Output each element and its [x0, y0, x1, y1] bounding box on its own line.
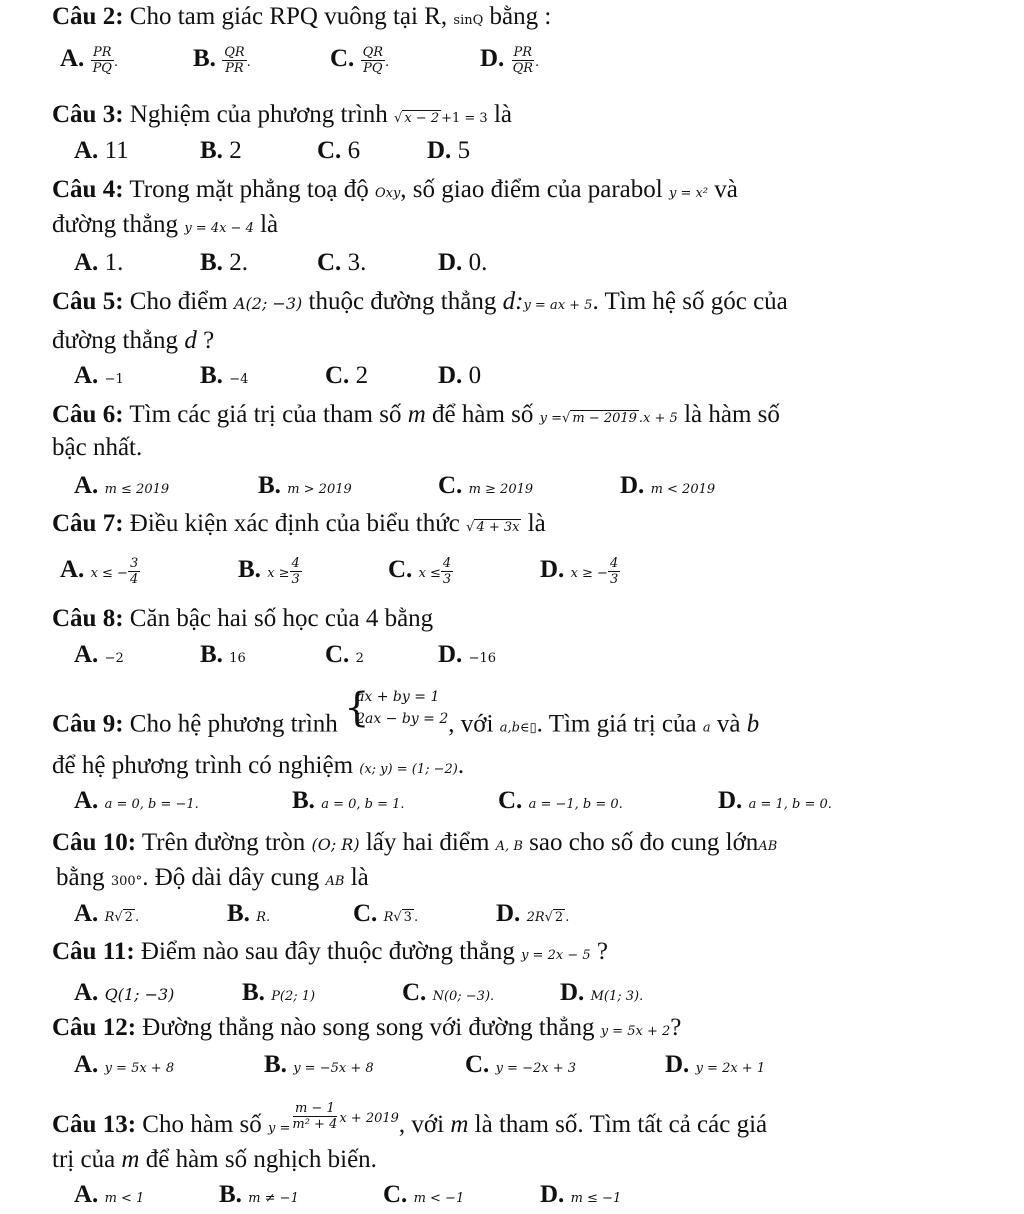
option-a[interactable]: A. m < 1: [74, 1181, 145, 1208]
option-d[interactable]: D. M(1; 3).: [560, 979, 644, 1006]
option-c[interactable]: C. 6: [317, 137, 361, 164]
option-c[interactable]: C. m < −1: [383, 1181, 465, 1208]
question-13-line-2: trị của m để hàm số nghịch biến.: [52, 1146, 377, 1173]
question-5-line-2: đường thẳng d ?: [52, 327, 215, 354]
option-b[interactable]: B. y = −5x + 8: [264, 1051, 374, 1078]
question-9: Câu 9: Cho hệ phương trình { ax + by = 1 2ax − by = 2, với a,b∈▯. Tìm giá trị của a và b: [52, 685, 760, 738]
option-b[interactable]: B. 2: [200, 137, 242, 164]
option-a[interactable]: A. −2: [74, 641, 124, 668]
option-c[interactable]: C. m ≥ 2019: [438, 472, 534, 499]
option-d[interactable]: D. y = 2x + 1: [665, 1051, 766, 1078]
option-c[interactable]: C. x ≤ $\frac{4}{3}$: [388, 555, 452, 587]
option-a[interactable]: A. a = 0, b = −1.: [74, 787, 199, 814]
option-c[interactable]: C. y = −2x + 3: [465, 1051, 576, 1078]
question-11: Câu 11: Điểm nào sau đây thuộc đường thẳng y = 2x − 5 ?: [52, 938, 608, 965]
option-c[interactable]: C. a = −1, b = 0.: [498, 787, 623, 814]
fraction: $\frac{QR}{PQ}$: [362, 44, 384, 76]
question-13: Câu 13: Cho hàm số y = $\frac{m - 1}{\text{m² + 4}}$ $^{x + 2019}$, với m là tham số. Tìm tất cả các giá: [52, 1100, 768, 1138]
option-b[interactable]: B. a = 0, b = 1.: [292, 787, 405, 814]
question-label: Câu 4:: [52, 176, 124, 203]
option-d[interactable]: D. 0: [438, 362, 482, 389]
question-7: Câu 7: Điều kiện xác định của biểu thức √ 4 + 3x là: [52, 510, 546, 537]
option-a[interactable]: A. x ≤ − $\frac{3}{4}$: [60, 555, 139, 587]
question-4-line-2: đường thẳng y = 4x − 4 là: [52, 211, 279, 238]
question-label: Câu 3:: [52, 101, 124, 128]
option-d[interactable]: D. $\frac{PR}{QR}$ .: [480, 44, 540, 76]
option-d[interactable]: D. 2R√ 2 .: [496, 900, 570, 927]
option-d[interactable]: D. 0.: [438, 249, 488, 276]
option-a[interactable]: A. y = 5x + 8: [74, 1051, 175, 1078]
option-a[interactable]: A. Q(1; −3): [74, 979, 175, 1006]
option-c[interactable]: C. 3.: [317, 249, 367, 276]
question-2: [52, 2, 551, 36]
fraction: $\frac{PR}{PQ}$: [92, 44, 112, 76]
radicand: x − 2: [404, 110, 440, 126]
math-expr: sinQ: [453, 13, 484, 28]
option-c[interactable]: C. 2: [325, 362, 369, 389]
option-a[interactable]: A. R√ 2 .: [74, 900, 140, 927]
option-d[interactable]: D. m ≤ −1: [540, 1181, 622, 1208]
option-a[interactable]: A. $\frac{PR}{PQ}$ .: [60, 44, 119, 76]
option-b[interactable]: B. x ≥ $\frac{4}{3}$: [238, 555, 300, 587]
question-6: Câu 6: Tìm các giá trị của tham số m để hàm số y =√ m − 2019 .x + 5 là hàm số: [52, 401, 780, 428]
fraction: $\frac{PR}{QR}$: [512, 44, 534, 76]
option-c[interactable]: C. 2: [325, 641, 364, 668]
option-b[interactable]: B. 16: [200, 641, 246, 668]
question-text: Cho tam giác RPQ vuông tại R,: [129, 3, 448, 30]
question-4: Câu 4: Trong mặt phẳng toạ độ Oxy, số giao điểm của parabol y = x² và: [52, 176, 738, 203]
question-3: Câu 3: Nghiệm của phương trình √ x − 2 +1 = 3 là: [52, 101, 512, 128]
option-a[interactable]: A. −1: [74, 362, 124, 389]
question-8: Câu 8: Căn bậc hai số học của 4 bằng: [52, 605, 434, 632]
question-5: Câu 5: Cho điểm A(2; −3) thuộc đường thẳng d:y = ax + 5. Tìm hệ số góc của: [52, 288, 788, 315]
question-9-line-2: để hệ phương trình có nghiệm (x; y) = (1; −2).: [52, 752, 465, 779]
option-c[interactable]: C. $\frac{QR}{PQ}$ .: [330, 44, 390, 76]
option-d[interactable]: D. −16: [438, 641, 496, 668]
option-d[interactable]: D. 5: [427, 137, 471, 164]
option-d[interactable]: D. x ≥ − $\frac{4}{3}$: [540, 555, 619, 587]
option-b[interactable]: B. m > 2019: [258, 472, 352, 499]
option-b[interactable]: B. $\frac{QR}{PR}$ .: [193, 44, 251, 76]
question-6-line-2: bậc nhất.: [52, 434, 143, 461]
option-b[interactable]: B. R.: [227, 900, 271, 927]
equation-system: { ax + by = 1 2ax − by = 2: [344, 685, 449, 731]
option-a[interactable]: A. 1.: [74, 249, 124, 276]
question-label: Câu 2:: [52, 3, 124, 30]
option-a[interactable]: A. 11: [74, 137, 129, 164]
option-c[interactable]: C. R√ 3 .: [353, 900, 419, 927]
option-d[interactable]: D. a = 1, b = 0.: [718, 787, 832, 814]
question-text: là: [493, 101, 512, 128]
question-12: Câu 12: Đường thẳng nào song song với đường thẳng y = 5x + 2?: [52, 1014, 682, 1041]
option-b[interactable]: B. 2.: [200, 249, 248, 276]
question-text: Nghiệm của phương trình: [129, 101, 388, 128]
question-10: Câu 10: Trên đường tròn (O; R) lấy hai điểm A, B sao cho số đo cung lớnAB: [52, 829, 778, 856]
fraction: $\frac{QR}{PR}$: [224, 44, 245, 76]
option-a[interactable]: A. m ≤ 2019: [74, 472, 170, 499]
option-b[interactable]: B. m ≠ −1: [219, 1181, 299, 1208]
option-c[interactable]: C. N(0; −3).: [402, 979, 495, 1006]
option-d[interactable]: D. m < 2019: [620, 472, 716, 499]
option-b[interactable]: B. P(2; 1): [242, 979, 316, 1006]
question-10-line-2: bằng 300°. Độ dài dây cung AB là: [56, 864, 369, 891]
option-b[interactable]: B. −4: [200, 362, 249, 389]
question-text: bằng :: [489, 3, 552, 30]
